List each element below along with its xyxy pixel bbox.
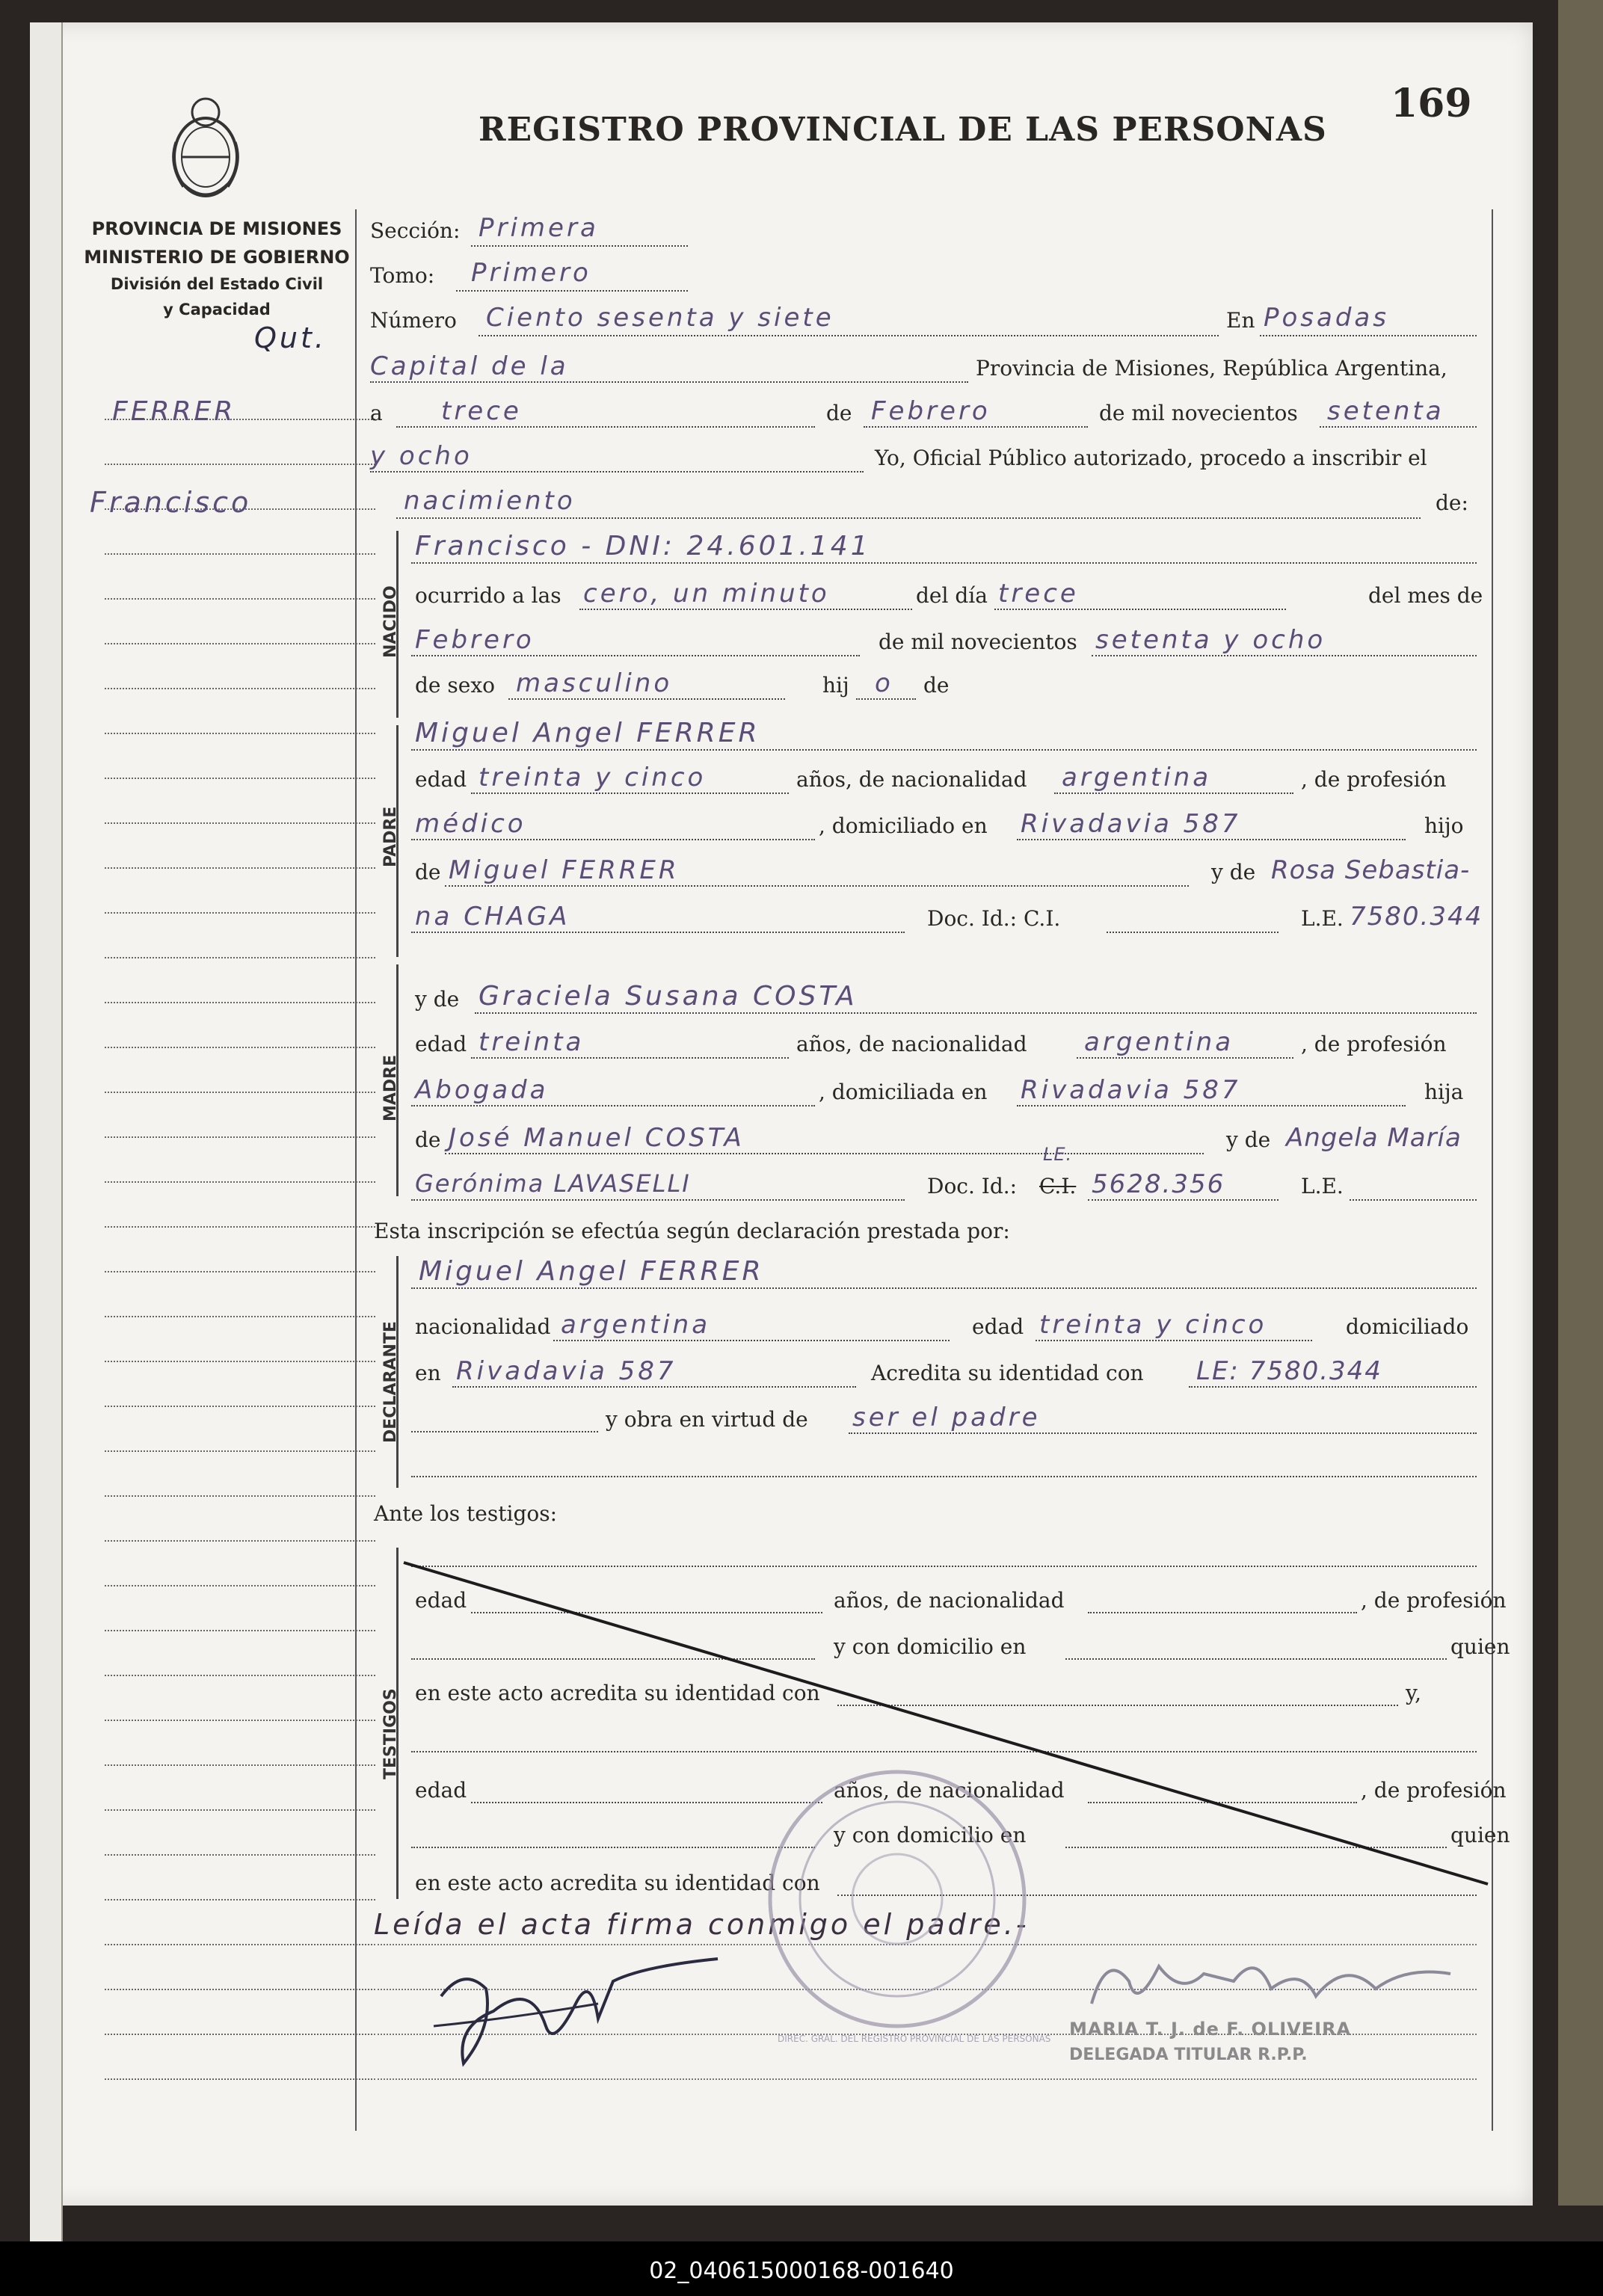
tomo-label: Tomo: [370, 263, 435, 288]
declaracion-label: Esta inscripción se efectúa según declaración prestada por: [374, 1219, 1010, 1243]
hij-value: o [875, 668, 893, 698]
hijo-label: hijo [1424, 813, 1464, 838]
left-header [75, 218, 359, 318]
de2-label: de: [1436, 490, 1468, 515]
initials-handwritten: Qut. [254, 321, 327, 354]
del-dia-label: del día [916, 583, 988, 608]
page-title: REGISTRO PROVINCIAL DE LAS PERSONAS [479, 111, 1327, 149]
margin-name: Francisco [90, 486, 252, 519]
testigo1-quien-label: quien [1450, 1634, 1510, 1659]
padre-anios-label: años, de nacionalidad [796, 767, 1027, 792]
ministry-line: MINISTERIO DE GOBIERNO [84, 247, 350, 268]
anio-value2: y ocho [370, 441, 473, 471]
tomo-value: Primero [471, 258, 591, 288]
book-edge [1558, 0, 1603, 2206]
madre-de-label: de [415, 1127, 441, 1152]
declarante-edad: treinta y cinco [1039, 1310, 1267, 1340]
declarante-obra-label: y obra en virtud de [606, 1407, 808, 1432]
padre-padre: Miguel FERRER [449, 855, 680, 885]
testigo1-profesion-label: , de profesión [1361, 1588, 1507, 1613]
madre-yde2-label: y de [1226, 1127, 1271, 1152]
madre-nacionalidad: argentina [1084, 1027, 1234, 1057]
nacido-dia: trece [998, 579, 1079, 609]
round-seal-stamp [763, 1764, 1032, 2034]
en-value: Posadas [1264, 303, 1389, 333]
closing-text: Leída el acta firma conmigo el padre.- [374, 1908, 1030, 1941]
padre-profesion: médico [415, 809, 526, 839]
testigo2-anios-label: años, de nacionalidad [834, 1778, 1065, 1803]
madre-profesion: Abogada [415, 1075, 549, 1105]
madre-profesion-label: , de profesión [1301, 1032, 1447, 1056]
hij-label: hij [822, 673, 849, 698]
declarante-acredita-label: Acredita su identidad con [871, 1361, 1144, 1385]
numero-value: Ciento sesenta y siete [486, 303, 834, 333]
madre-ci-struck: C.I. [1039, 1174, 1077, 1198]
numero-label: Número [370, 308, 457, 333]
madre-domicilio: Rivadavia 587 [1021, 1075, 1241, 1105]
testigo2-domicilio-label: y con domicilio en [834, 1823, 1027, 1847]
madre-edad: treinta [479, 1027, 585, 1057]
father-signature-icon [419, 1936, 733, 2086]
testigo1-domicilio-label: y con domicilio en [834, 1634, 1027, 1659]
capacidad-line: y Capacidad [163, 301, 271, 318]
footer-code: 02_040615000168-001640 [649, 2258, 954, 2284]
de-label: de [826, 401, 852, 425]
testigo1-edad-label: edad [415, 1588, 467, 1613]
testigo2-acredita-label: en este acto acredita su identidad con [415, 1871, 820, 1895]
madre-anios-label: años, de nacionalidad [796, 1032, 1027, 1056]
provincia-label: Provincia de Misiones, República Argentina, [976, 356, 1447, 381]
a-label: a [370, 401, 383, 425]
madre-label: MADRE [381, 1054, 400, 1121]
nacido-anio: setenta y ocho [1095, 625, 1326, 655]
padre-domiciliado-label: , domiciliado en [819, 813, 988, 838]
hora-value: cero, un minuto [583, 579, 830, 609]
national-seal-icon [164, 82, 247, 209]
declarante-nacionalidad: argentina [561, 1310, 711, 1340]
stamp-name: MARIA T. J. de F. OLIVEIRA [1069, 2019, 1352, 2040]
margin-divider [355, 209, 357, 2131]
declarante-domiciliado-label: domiciliado [1346, 1314, 1469, 1339]
madre-le-label: L.E. [1301, 1174, 1344, 1198]
padre-madre2: na CHAGA [415, 902, 570, 932]
capital-value: Capital de la [370, 351, 569, 381]
margin-surname: FERRER [112, 396, 236, 427]
declarante-nacionalidad-label: nacionalidad [415, 1314, 551, 1339]
stamp-title: DELEGADA TITULAR R.P.P. [1069, 2046, 1308, 2064]
ante-testigos-label: Ante los testigos: [374, 1501, 558, 1526]
anio-value1: setenta [1327, 396, 1444, 426]
madre-edad-label: edad [415, 1032, 467, 1056]
padre-profesion-label: , de profesión [1301, 767, 1447, 792]
padre-le-value: 7580.344 [1350, 902, 1483, 932]
province-line: PROVINCIA DE MISIONES [91, 218, 342, 239]
del-mes-label: del mes de [1368, 583, 1483, 608]
ocurrido-label: ocurrido a las [415, 583, 561, 608]
madre-doc-value: 5628.356 [1092, 1169, 1225, 1199]
oficial-label: Yo, Oficial Público autorizado, procedo a inscribir el [875, 446, 1427, 470]
register-page [30, 22, 1533, 2206]
sexo-value: masculino [516, 668, 673, 698]
declarante-identidad: LE: 7580.344 [1196, 1356, 1382, 1386]
en-label: En [1226, 308, 1255, 333]
testigo1-y-label: y, [1406, 1681, 1421, 1705]
dia-value: trece [441, 396, 522, 426]
madre-madre2: Gerónima LAVASELLI [415, 1169, 691, 1198]
testigo1-anios-label: años, de nacionalidad [834, 1588, 1065, 1613]
padre-de-label: de [415, 860, 441, 884]
division-line: División del Estado Civil [110, 275, 324, 293]
nacido-nombre: Francisco - DNI: 24.601.141 [415, 531, 871, 561]
padre-domicilio: Rivadavia 587 [1021, 809, 1241, 839]
madre-le-handwritten: LE. [1043, 1144, 1073, 1165]
padre-le-label: L.E. [1301, 906, 1344, 931]
padre-edad-label: edad [415, 767, 467, 792]
padre-doc-label: Doc. Id.: C.I. [927, 906, 1061, 931]
madre-doc-label: Doc. Id.: [927, 1174, 1018, 1198]
padre-label: PADRE [381, 806, 400, 867]
hija-label: hija [1424, 1080, 1464, 1104]
acto-value: nacimiento [404, 486, 576, 516]
padre-edad: treinta y cinco [479, 763, 707, 792]
testigos-label: TESTIGOS [381, 1688, 400, 1779]
declarante-edad-label: edad [972, 1314, 1024, 1339]
declarante-domicilio: Rivadavia 587 [456, 1356, 677, 1386]
nacido-mes: Febrero [415, 625, 535, 655]
madre-nombre: Graciela Susana COSTA [479, 981, 858, 1012]
testigo1-acredita-label: en este acto acredita su identidad con [415, 1681, 820, 1705]
round-seal-text: DIREC. GRAL. DEL REGISTRO PROVINCIAL DE LAS PERSONAS [778, 2034, 1051, 2044]
padre-nacionalidad: argentina [1062, 763, 1212, 792]
nacido-label: NACIDO [381, 585, 400, 658]
seccion-label: Sección: [370, 218, 461, 243]
nacido-mil-label: de mil novecientos [879, 630, 1077, 654]
seccion-value: Primera [479, 213, 599, 243]
madre-padre: José Manuel COSTA [449, 1123, 745, 1153]
madre-yde-label: y de [415, 987, 460, 1012]
declarante-label: DECLARANTE [381, 1321, 400, 1443]
mes-value: Febrero [871, 396, 991, 426]
madre-domiciliada-label: , domiciliada en [819, 1080, 988, 1104]
declarante-en-label: en [415, 1361, 441, 1385]
declarante-nombre: Miguel Angel FERRER [419, 1256, 764, 1287]
testigo2-profesion-label: , de profesión [1361, 1778, 1507, 1803]
mil-label: de mil novecientos [1099, 401, 1298, 425]
page-number: 169 [1391, 81, 1472, 126]
sexo-label: de sexo [415, 673, 495, 698]
nacido-de-label: de [923, 673, 950, 698]
padre-yde-label: y de [1211, 860, 1256, 884]
testigo2-quien-label: quien [1450, 1823, 1510, 1847]
page-binding [30, 22, 63, 2265]
madre-madre1: Angela María [1286, 1123, 1462, 1153]
official-signature-icon [1077, 1936, 1480, 2026]
testigo2-edad-label: edad [415, 1778, 467, 1803]
declarante-obra: ser el padre [852, 1403, 1041, 1432]
padre-madre1: Rosa Sebastia- [1271, 855, 1471, 885]
padre-nombre: Miguel Angel FERRER [415, 718, 760, 748]
